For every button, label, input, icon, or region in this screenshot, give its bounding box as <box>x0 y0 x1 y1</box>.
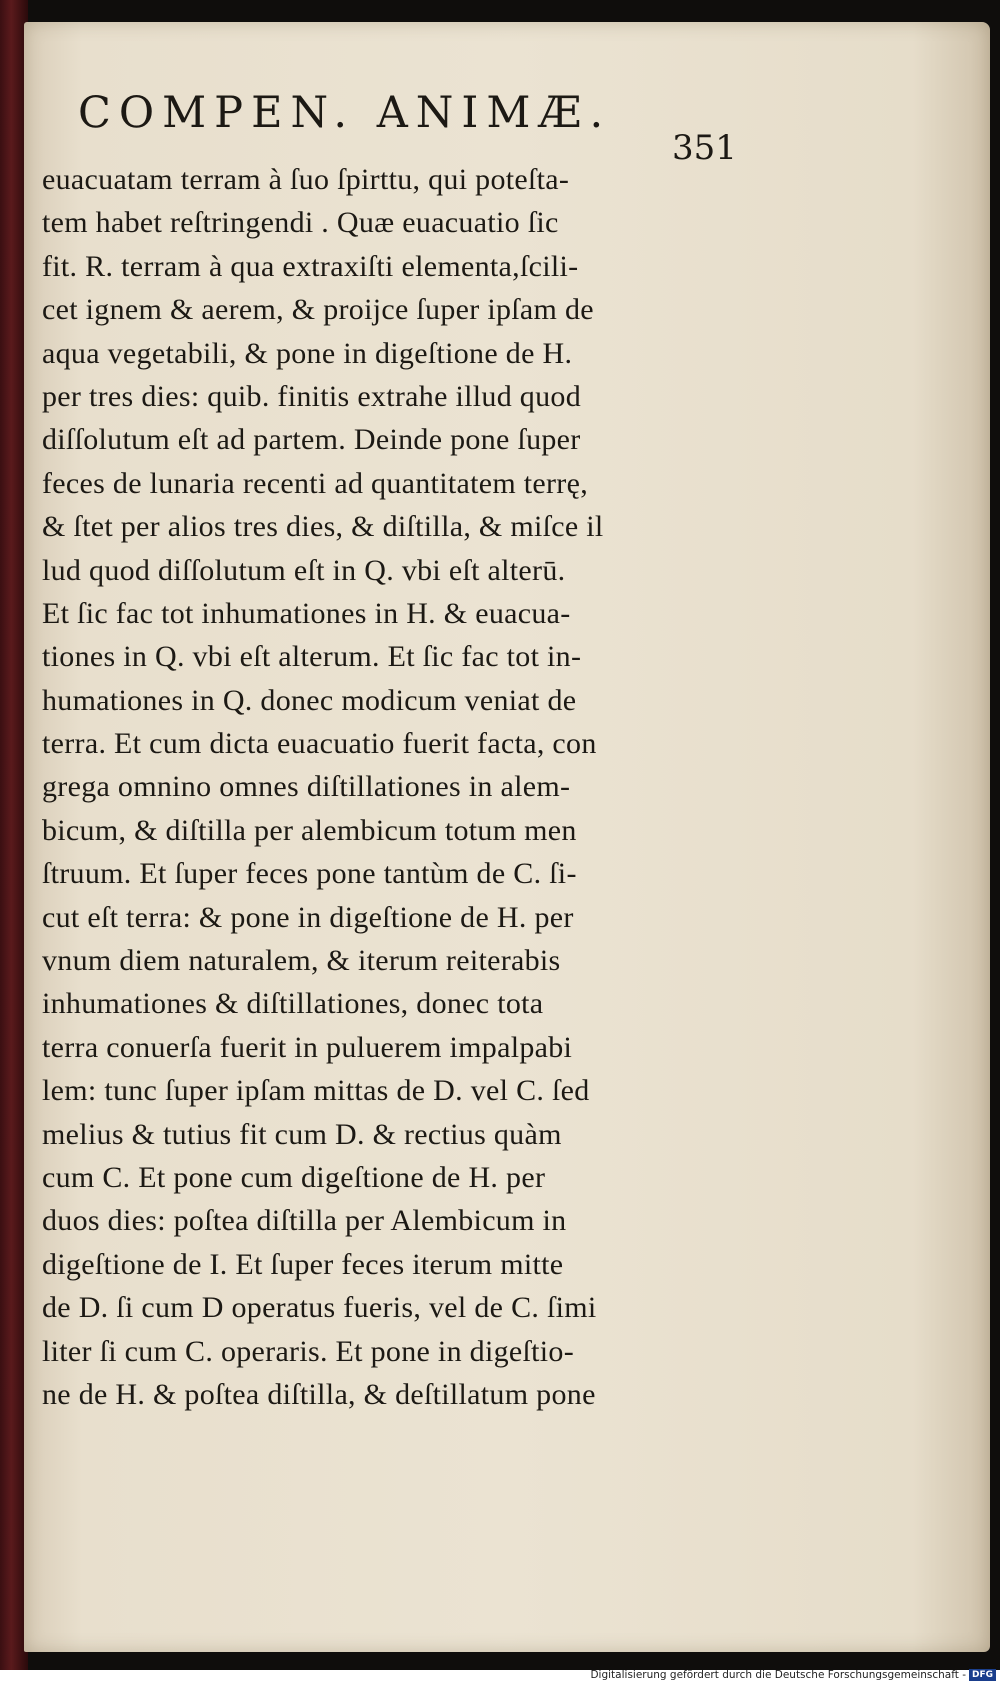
page-number: 351 <box>672 128 737 168</box>
credit-text: Digitalisierung gefördert durch die Deutsche Forschungsgemeinschaft - <box>590 1669 966 1681</box>
text-line: tiones in Q. vbi eſt alterum. Et ſic fac tot in- <box>42 640 582 674</box>
text-line: de D. ſi cum D operatus fueris, vel de C. ſimi <box>42 1291 597 1325</box>
dfg-logo: DFG <box>969 1669 996 1681</box>
text-line: cut eſt terra: & pone in digeſtione de H. per <box>42 900 574 934</box>
text-line: digeſtione de I. Et ſuper feces iterum mitte <box>42 1247 564 1281</box>
text-line: fit. R. terram à qua extraxiſti elementa,ſcili- <box>42 249 579 283</box>
text-line: cum C. Et pone cum digeſtione de H. per <box>42 1160 546 1194</box>
text-line: grega omnino omnes diſtillationes in alem- <box>42 770 571 804</box>
text-line: bicum, & diſtilla per alembicum totum men <box>42 813 577 847</box>
text-line: tem habet reſtringendi . Quæ euacuatio ſic <box>42 206 559 240</box>
text-line: feces de lunaria recenti ad quantitatem terrę, <box>42 466 589 500</box>
text-line: ſtruum. Et ſuper feces pone tantùm de C. ſi- <box>42 857 577 891</box>
text-line: Et ſic fac tot inhumationes in H. & euacua- <box>42 596 571 630</box>
text-line: diſſolutum eſt ad partem. Deinde pone ſuper <box>42 423 581 457</box>
digitization-credit <box>590 1668 996 1682</box>
text-line: melius & tutius fit cum D. & rectius quàm <box>42 1117 562 1151</box>
text-line: euacuatam terram à ſuo ſpirttu, qui poteſta- <box>42 163 570 196</box>
text-line: aqua vegetabili, & pone in digeſtione de H. <box>42 336 573 370</box>
text-line: cet ignem & aerem, & proijce ſuper ipſam de <box>42 293 594 327</box>
text-line: humationes in Q. donec modicum veniat de <box>42 683 577 717</box>
text-line: terra. Et cum dicta euacuatio fuerit facta, con <box>42 727 597 761</box>
text-line: per tres dies: quib. finitis extrahe illud quod <box>42 379 581 413</box>
page-body-text <box>42 158 742 1416</box>
running-header: COMPEN. ANIMÆ. <box>78 88 612 138</box>
text-line: terra conuerſa fuerit in puluerem impalpabi <box>42 1030 573 1064</box>
text-line: lem: tunc ſuper ipſam mittas de D. vel C. ſed <box>42 1074 590 1108</box>
text-line: lud quod diſſolutum eſt in Q. vbi eſt alterū. <box>42 553 566 587</box>
text-line: ne de H. & poſtea diſtilla, & deſtillatum pone <box>42 1377 596 1411</box>
text-line: vnum diem naturalem, & iterum reiterabis <box>42 944 561 978</box>
text-line: inhumationes & diſtillationes, donec tota <box>42 987 544 1021</box>
text-line: liter ſi cum C. operaris. Et pone in digeſtio- <box>42 1334 575 1368</box>
text-line: duos dies: poſtea diſtilla per Alembicum in <box>42 1204 567 1238</box>
text-line: & ſtet per alios tres dies, & diſtilla, & miſce il <box>42 510 604 544</box>
